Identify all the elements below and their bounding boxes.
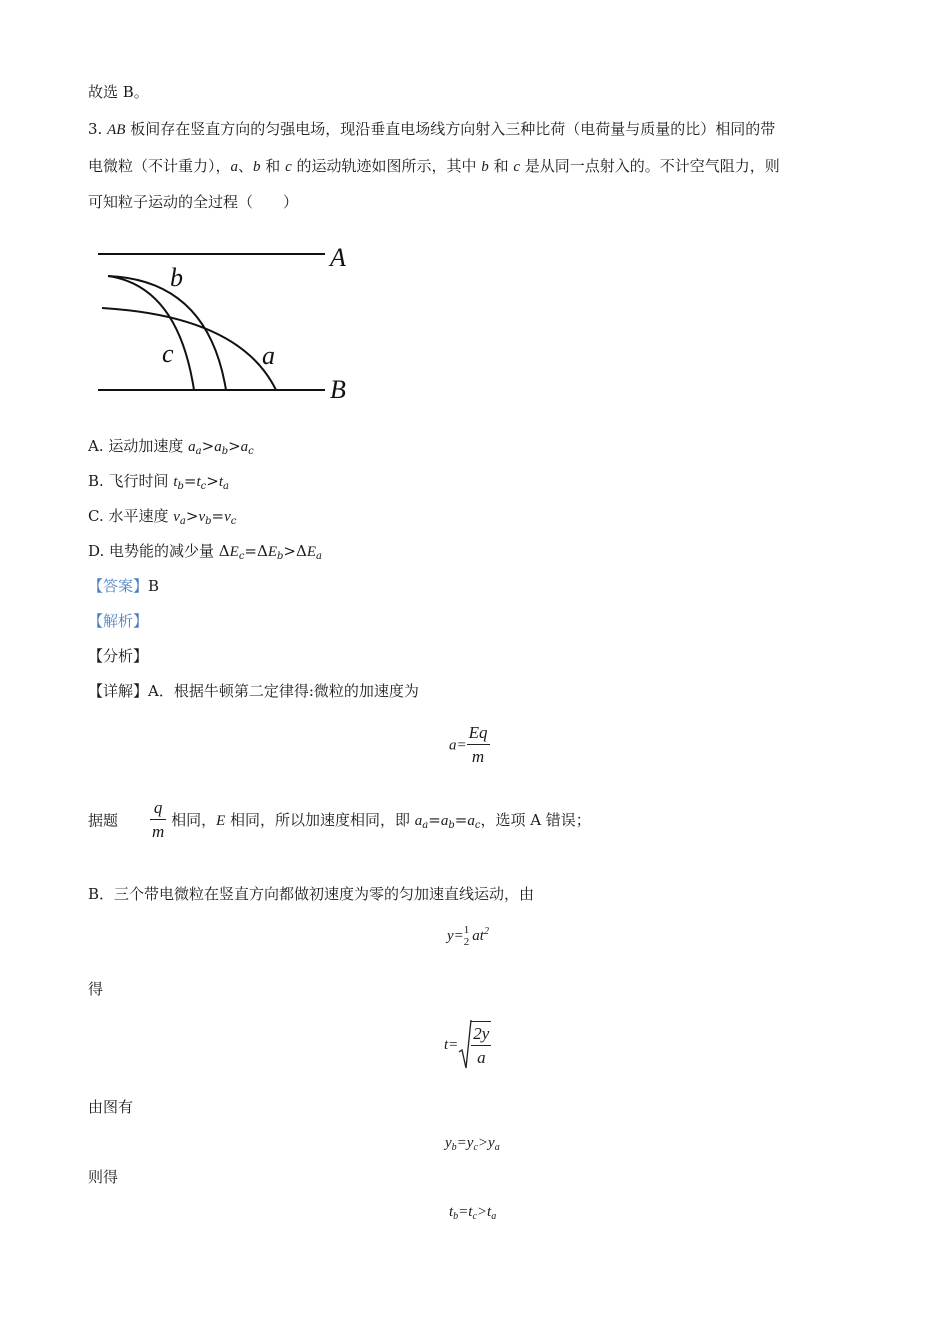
label-b: b (170, 263, 183, 292)
paragraph-a-conclusion: 据题 $\frac{q}{m}$ 相同，E 相同，所以加速度相同，即 $a_a=a_b=a_c$，选项 A 错误； (88, 797, 591, 844)
answer-line (88, 576, 159, 596)
option-a-text: A. 运动加速度 (88, 437, 189, 455)
eq2-numerator: 1 (463, 924, 470, 936)
plate-b-label: B (330, 375, 346, 404)
var-b-2: b (481, 159, 489, 175)
option-d-text: D. 电势能的减少量 (88, 542, 219, 560)
jiexi-label: 【解析】 (88, 612, 149, 630)
sqrt-icon (458, 1018, 472, 1072)
trajectory-b (108, 276, 226, 390)
de-line: 得 (88, 980, 104, 998)
p2-e: E (216, 813, 226, 829)
eq3-numerator: 2y (471, 1023, 491, 1046)
p2-mid: 相同， (166, 811, 217, 829)
eq2-denominator: 2 (463, 936, 470, 948)
eq3-denominator: a (477, 1047, 486, 1067)
var-c: c (285, 159, 292, 175)
question-text-2c: 是从同一点射入的。不计空气阻力，则 (520, 157, 780, 175)
detail-label: 【详解】 (88, 682, 149, 700)
top-line: 故选 B。 (88, 83, 149, 101)
trajectory-a (102, 308, 276, 390)
equation-time-order: $t_b=t_c>t_a$ (449, 1204, 497, 1222)
eq2-rhs: at (472, 928, 484, 944)
trajectory-figure (90, 238, 370, 408)
eq2-lhs: y= (447, 928, 464, 944)
option-d: D. 电势能的减少量 $\Delta E_c=\Delta E_b>\Delta E_a$ (88, 542, 322, 562)
answer-value: B (148, 577, 160, 595)
paragraph-b: B．三个带电微粒在竖直方向都做初速度为零的匀加速直线运动，由 (88, 885, 535, 903)
option-c-text: C. 水平速度 (88, 507, 174, 525)
p2-start: 据题 (88, 811, 119, 830)
question-line-2 (88, 156, 780, 177)
question-text-1: 板间存在竖直方向的匀强电场，现沿垂直电场线方向射入三种比荷（电荷量与质量的比）相同的带 (125, 120, 776, 138)
question-line-3: 可知粒子运动的全过程（ ） (88, 193, 299, 211)
question-text-2b: 的运动轨迹如图所示，其中 (291, 157, 482, 175)
detail-text: A．根据牛顿第二定律得:微粒的加速度为 (148, 682, 419, 700)
p2-rest2: ，选项 A 错误； (480, 811, 591, 829)
youtu-line: 由图有 (88, 1098, 134, 1116)
eq1-numerator: Eq (467, 722, 490, 745)
ratio-m: m (152, 822, 165, 841)
var-b: b (253, 159, 261, 175)
option-c: C. 水平速度 $v_a>v_b=v_c$ (88, 507, 237, 527)
trajectory-c (108, 276, 194, 390)
question-line-1 (88, 119, 775, 140)
eq2-exponent: 2 (483, 926, 489, 937)
plates-ab: AB (107, 122, 126, 138)
eq1-lhs: a= (449, 737, 467, 754)
eq3-lhs: t= (444, 1037, 459, 1053)
detail-line (88, 681, 419, 701)
equation-acceleration (449, 722, 490, 769)
and-word-2: 和 (488, 157, 514, 175)
equation-time (444, 1018, 491, 1072)
var-c-2: c (513, 159, 521, 175)
option-b: B. 飞行时间 $t_b=t_c>t_a$ (88, 472, 229, 492)
zede-line: 则得 (88, 1168, 119, 1186)
label-a: a (262, 341, 275, 370)
eq1-denominator: m (471, 747, 485, 766)
option-a: A. 运动加速度 $a_a>a_b>a_c$ (88, 437, 254, 457)
plate-a-label: A (330, 243, 346, 272)
sep: 、 (238, 157, 254, 175)
question-number: 3. (88, 120, 103, 138)
fenxi-label: 【分析】 (88, 647, 149, 665)
label-c: c (162, 339, 174, 368)
question-text-2a: 电微粒（不计重力）， (88, 157, 231, 175)
answer-label: 【答案】 (88, 577, 149, 595)
ratio-q: q (150, 797, 166, 820)
equation-displacement (447, 924, 489, 948)
and-word: 和 (260, 157, 286, 175)
p2-rest1: 相同，所以加速度相同，即 (225, 811, 415, 829)
var-a: a (230, 159, 239, 175)
option-b-text: B. 飞行时间 (88, 472, 174, 490)
equation-displacement-order: $y_b=y_c>y_a$ (445, 1135, 500, 1153)
